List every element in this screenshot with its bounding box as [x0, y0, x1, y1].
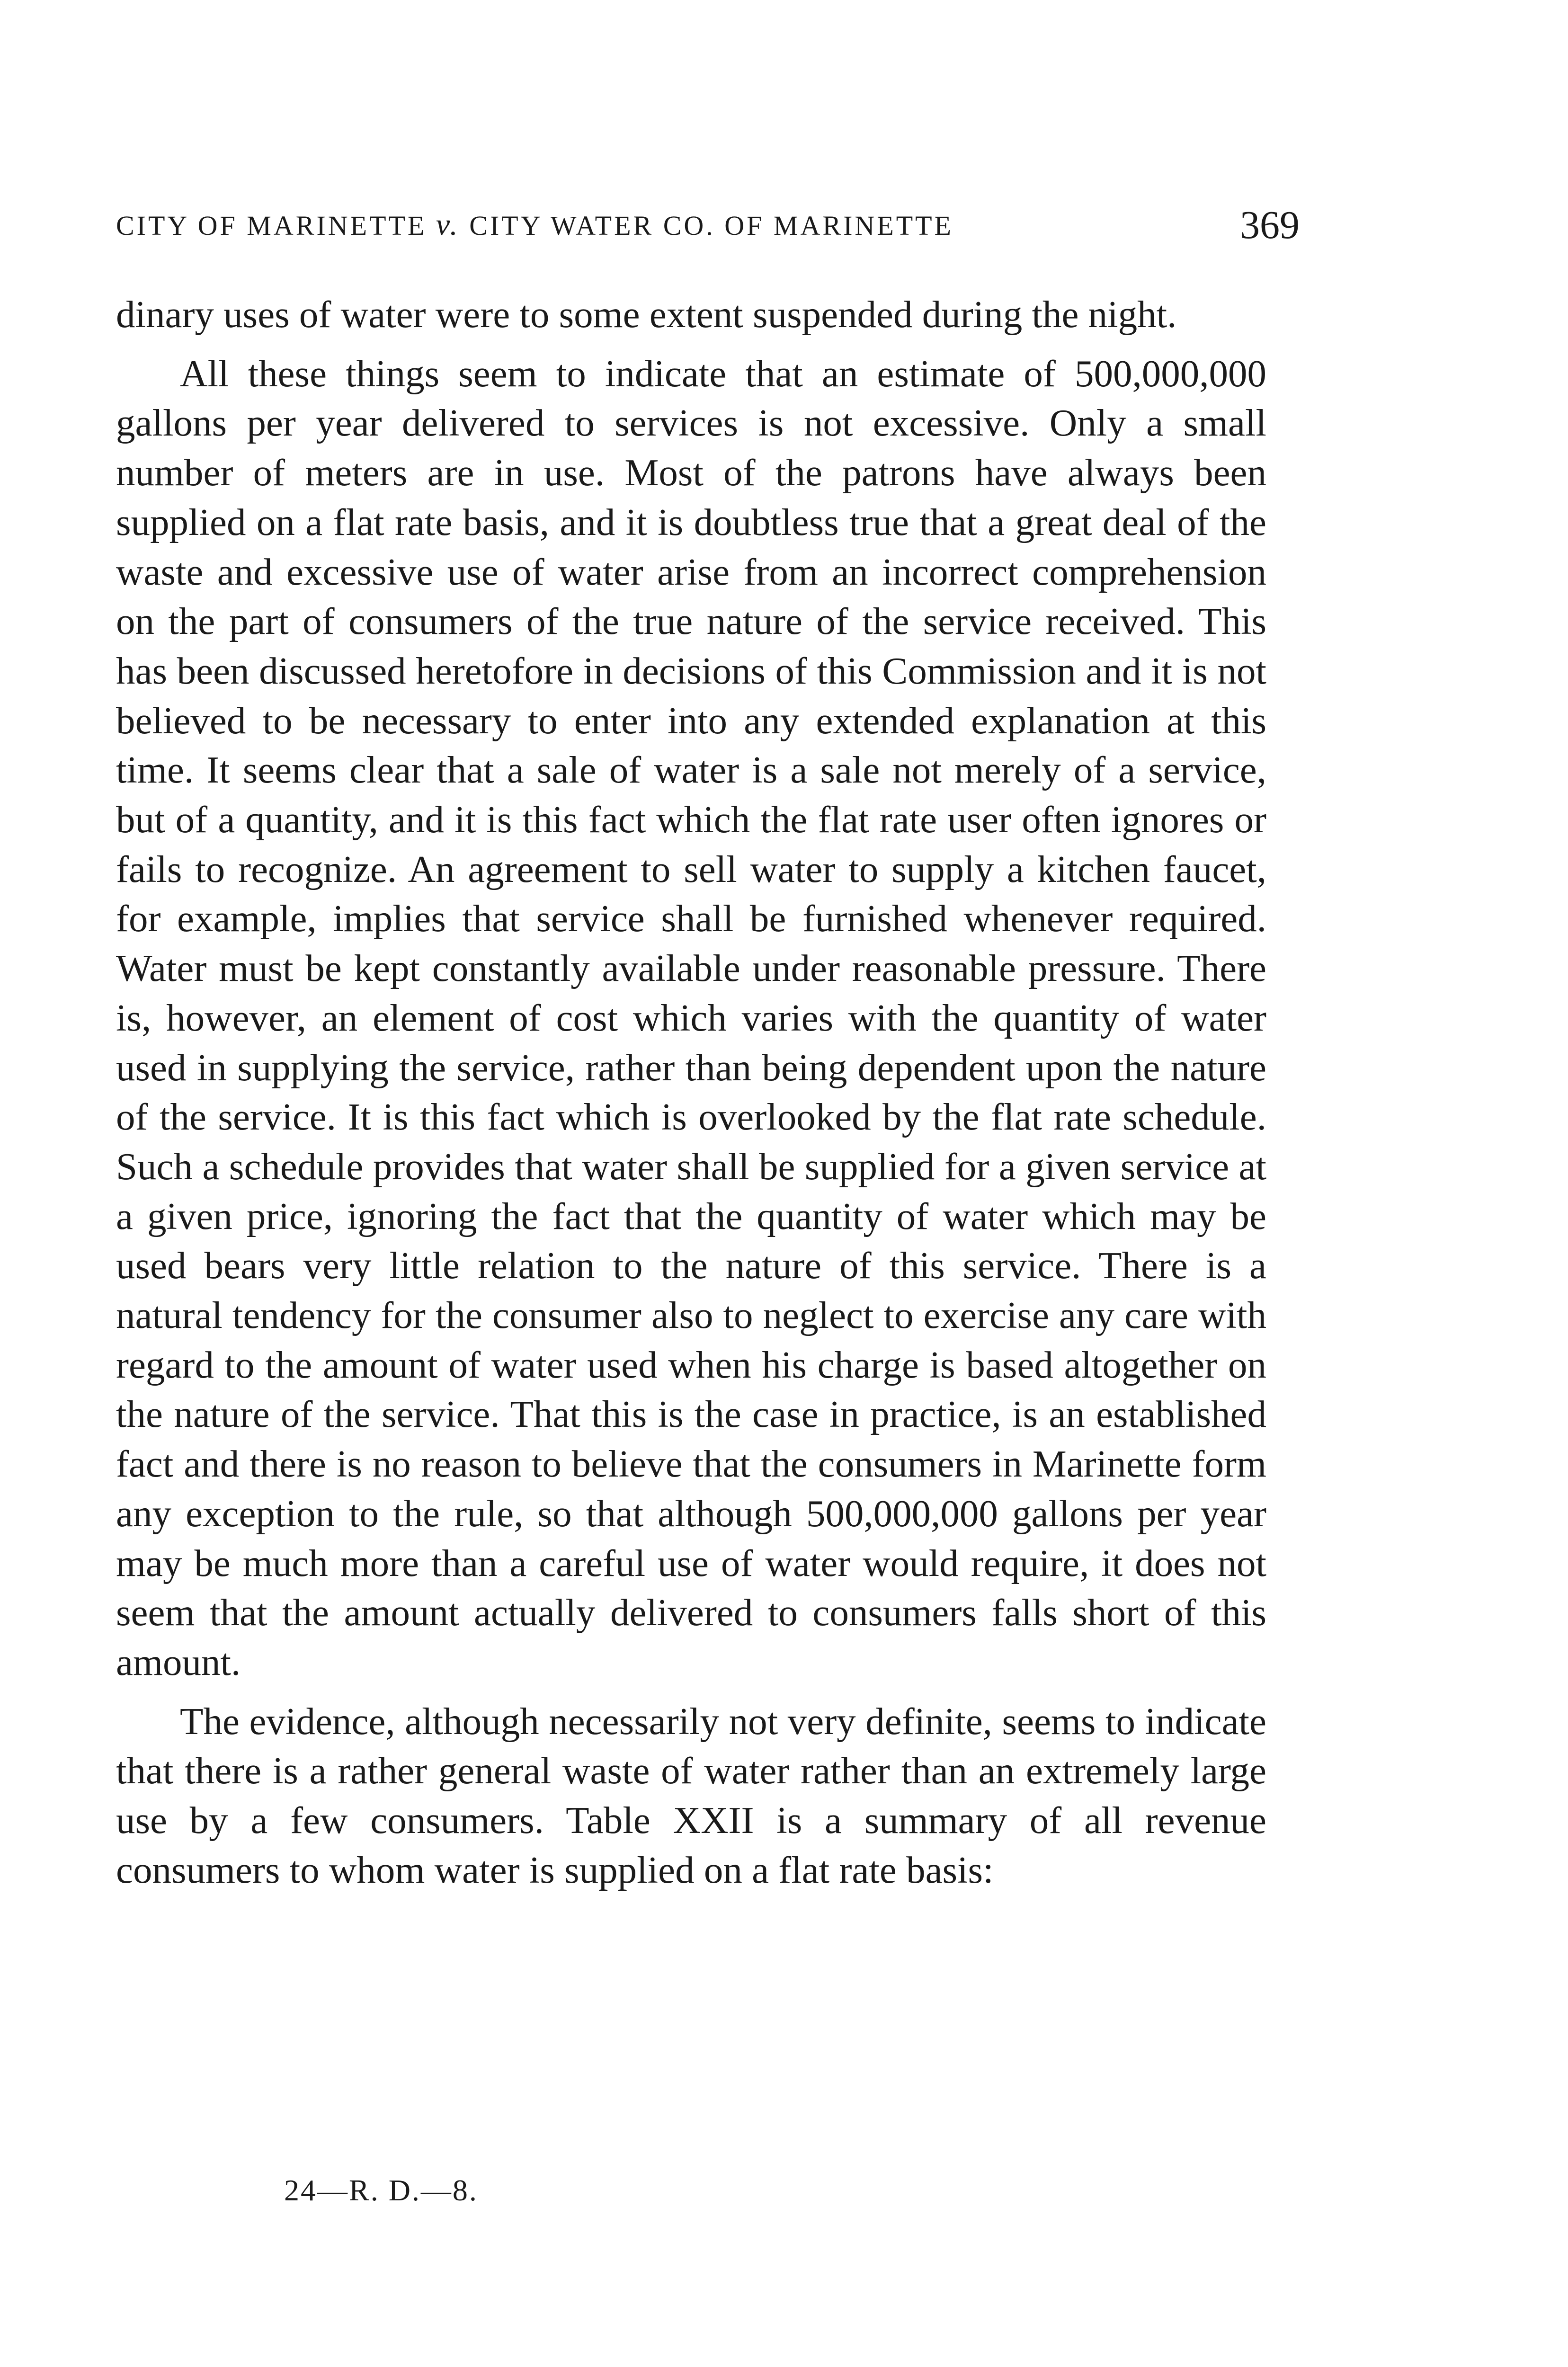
paragraph-continuation: dinary uses of water were to some extent suspended during the night.: [116, 293, 1177, 336]
running-title-part1: CITY OF MARINETTE: [116, 210, 427, 241]
body-text: [116, 290, 1266, 1895]
paragraph: The evidence, although necessarily not very definite, seems to indicate that there is a rather general waste of water rather than an extremely large use by a few consumers. Table XXII is a summary of all revenue consumers to whom water is supplied on a flat rate basis:: [116, 1700, 1266, 1891]
running-head: [116, 199, 1300, 251]
paragraph: All these things seem to indicate that an estimate of 500,000,000 gallons per year delivered to services is not excessive. Only a small number of meters are in use. Most of the patrons have always been supplied on a flat rate basis, and it is doubtless true that a great deal of the waste and excessive use of water arise from an incorrect comprehension on the part of consumers of the true nature of the service received. This has been discussed heretofore in decisions of this Commission and it is not believed to be necessary to enter into any extended explanation at this time. It seems clear that a sale of water is a sale not merely of a service, but of a quantity, and it is this fact which the flat rate user often ignores or fails to recognize. An agreement to sell water to supply a kitchen faucet, for example, implies that service shall be furnished whenever required. Water must be kept constantly available under reasonable pressure. There is, however, an element of cost which varies with the quantity of water used in supplying the service, rather than being dependent upon the nature of the service. It is this fact which is overlooked by the flat rate schedule. Such a schedule provides that water shall be supplied for a given service at a given price, ignoring the fact that the quantity of water which may be used bears very little relation to the nature of this service. There is a natural tendency for the consumer also to neglect to exercise any care with regard to the amount of water used when his charge is based altogether on the nature of the service. That this is the case in practice, is an established fact and there is no reason to believe that the consumers in Marinette form any exception to the rule, so that although 500,000,000 gallons per year may be much more than a careful use of water would require, it does not seem that the amount actually delivered to consumers falls short of this amount.: [116, 352, 1266, 1683]
running-title-versus: v.: [436, 207, 460, 242]
running-title-part2: CITY WATER CO. OF MARINETTE: [469, 210, 953, 241]
running-title: [116, 207, 953, 243]
page-number: 369: [1240, 203, 1300, 247]
signature-mark: 24—R. D.—8.: [284, 2173, 478, 2207]
